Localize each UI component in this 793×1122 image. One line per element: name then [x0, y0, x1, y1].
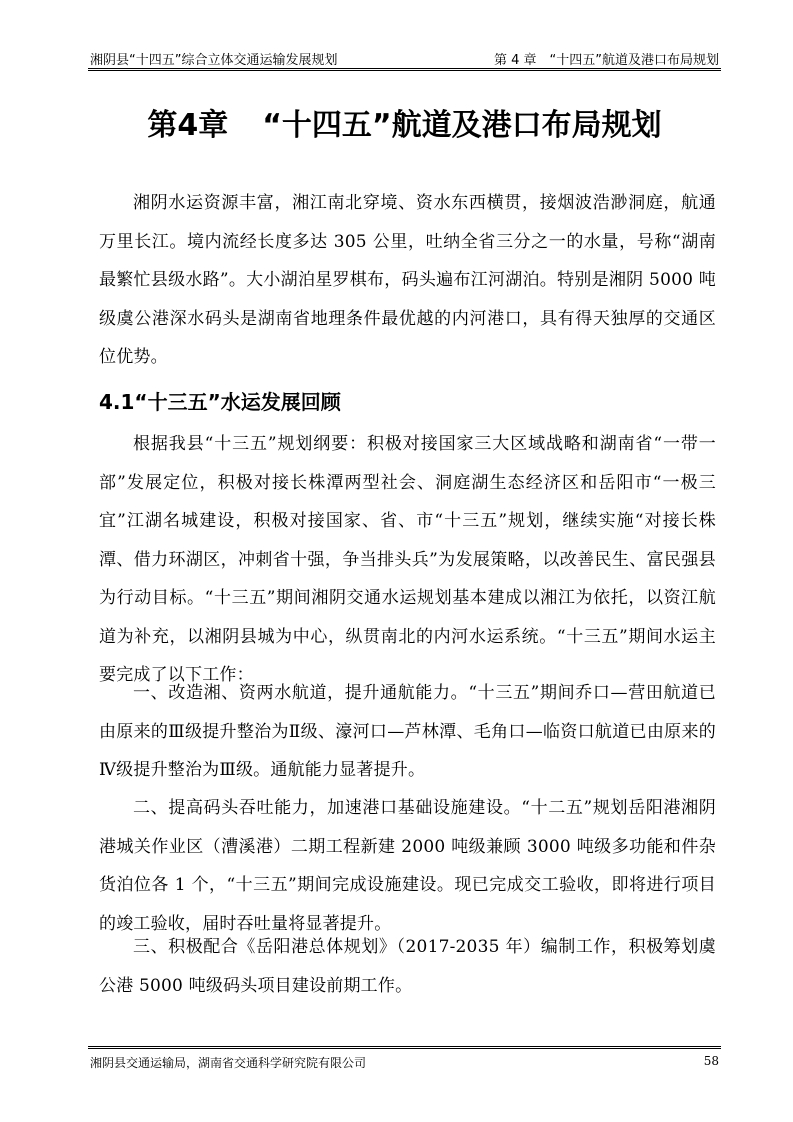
chapter-number: 第4章	[147, 108, 229, 143]
footer-organization: 湘阴县交通运输局，湖南省交通科学研究院有限公司	[90, 1056, 367, 1070]
header-divider-secondary	[88, 70, 721, 71]
body-paragraph: 三、积极配合《岳阳港总体规划》（2017-2035 年）编制工作，积极筹划虞公港 5000 吨级码头项目建设前期工作。	[99, 937, 716, 996]
footer-divider	[88, 1046, 721, 1047]
header-document-title: 湘阴县“十四五”综合立体交通运输发展规划	[90, 53, 338, 68]
intro-paragraph: 湘阴水运资源丰富，湘江南北穿境、资水东西横贯，接烟波浩渺洞庭，航通万里长江。境内流经长度多达 305 公里，吐纳全省三分之一的水量，号称“湖南最繁忙县级水路”。大小湖泊星罗棋布，码头遍布江河湖泊。特别是湘阴 5000 吨级虞公港深水码头是湖南省地理条件最优越的内河港口，具有得天独厚的交通区位优势。	[99, 193, 716, 367]
header-divider	[88, 68, 721, 69]
body-paragraph: 一、改造湘、资两水航道，提升通航能力。“十三五”期间乔口—营田航道已由原来的Ⅲ级提升整治为Ⅱ级、濠河口—芦林潭、毛角口—临资口航道已由原来的Ⅳ级提升整治为Ⅲ级。通航能力显著提升。	[99, 683, 716, 780]
header-chapter-title: 第 4 章 “十四五”航道及港口布局规划	[493, 53, 719, 68]
page-number: 58	[703, 1054, 719, 1068]
section-heading: 4.1“十三五”水运发展回顾	[99, 390, 341, 414]
body-paragraph: 根据我县“十三五”规划纲要：积极对接国家三大区域战略和湖南省“一带一部”发展定位，积极对接长株潭两型社会、洞庭湖生态经济区和岳阳市“一极三宜”江湖名城建设，积极对接国家、省、市“十三五”规划，继续实施“对接长株潭、借力环湖区，冲刺省十强，争当排头兵”为发展策略，以改善民生、富民强县为行动目标。“十三五”期间湘阴交通水运规划基本建成以湘江为依托，以资江航道为补充，以湘阴县城为中心，纵贯南北的内河水运系统。“十三五”期间水运主要完成了以下工作：	[99, 434, 716, 685]
footer-divider-secondary	[88, 1048, 721, 1049]
running-footer	[90, 1054, 719, 1071]
body-paragraph: 二、提高码头吞吐能力，加速港口基础设施建设。“十二五”规划岳阳港湘阴港城关作业区（漕溪港）二期工程新建 2000 吨级兼顾 3000 吨级多功能和件杂货泊位各 1 个，“十三五”期间完成设施建设。现已完成交工验收，即将进行项目的竣工验收，届时吞吐量将显著提升。	[99, 798, 716, 934]
chapter-heading	[88, 106, 721, 146]
running-header	[90, 46, 719, 68]
chapter-title: “十四五”航道及港口布局规划	[262, 108, 662, 143]
